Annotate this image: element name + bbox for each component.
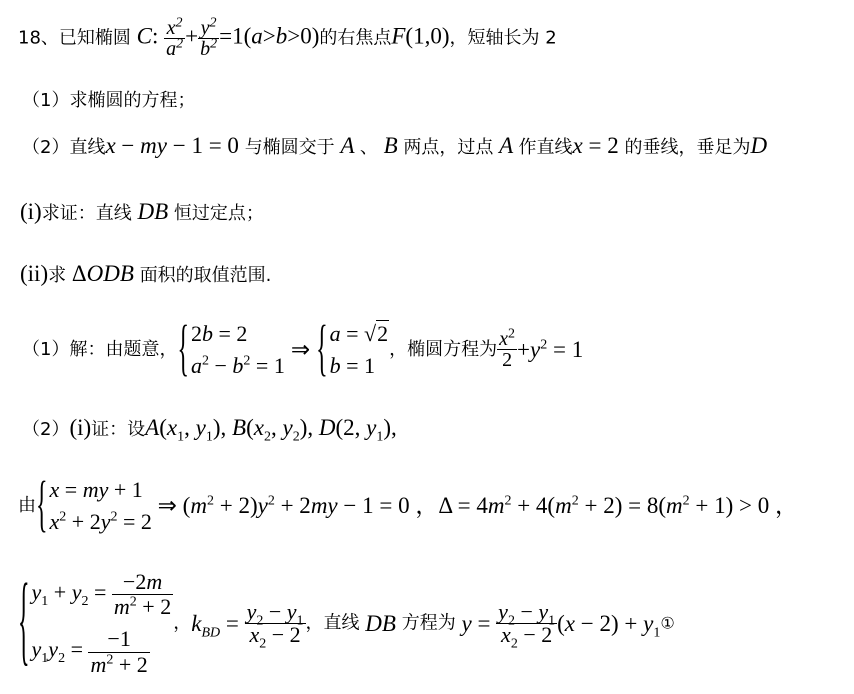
part-tag: (i) [69,415,92,440]
solution-4 [18,570,675,677]
text: （2） [22,419,70,440]
implies-arrow: ⇒ [290,337,311,363]
question-1 [22,92,195,110]
math: D [750,133,768,158]
text: 的右焦点 [319,27,392,49]
text: （1）求椭圆的方程； [22,90,196,111]
math: $(x - 2) + y_1$ [557,610,661,641]
math: ⇒ $(m^2 + 2)y^2 + 2my - 1 = 0$ ，$\Delta = 4m^2 + 4(m^2 + 2) = 8(m^2 + 1) > 0$ ， [151,493,798,519]
fraction: $\frac{y^2}{b^2}$ [200,15,218,60]
question-2 [22,134,767,157]
text: （2）直线 [22,137,106,158]
text: ，短轴长为 2 [449,27,557,49]
math: B [377,133,404,158]
math: x [105,133,116,158]
text: 面积的取值范围. [139,265,272,286]
text: ，椭圆方程为 [389,338,498,360]
text: 求 [48,265,67,286]
math: y = [461,610,497,636]
math: A [334,133,360,158]
math: x = 2 [572,133,625,158]
text: 、 [359,137,378,158]
brace: { [177,316,189,384]
part-tag: (i) [20,199,42,224]
brace: { [36,472,48,540]
text: （1）解：由题意， [22,338,178,360]
math: : [151,23,159,49]
system: x = my + 1 $x^2 + 2y^2 = 2$ [49,477,152,534]
math: C [136,23,152,49]
solution-1 [22,318,583,382]
math: − [115,133,141,158]
question-2ii [20,262,271,285]
solution-2 [22,415,397,445]
math: DB [359,610,402,636]
math: $k_{BD}$ = [191,610,245,641]
system: a = √2 b = 1 [329,321,389,378]
text: 已知椭圆 [58,27,131,49]
brace: { [18,568,30,678]
text: 的垂线，垂足为 [624,137,751,158]
fraction: $\frac{y_2 - y_1}{x_2 - 2}$ [498,598,556,652]
part-tag: (ii) [20,261,49,286]
math: =1(a>b>0) [219,23,320,49]
problem-number: 18、 [18,27,59,49]
system: 2b = 2 $a^2 - b^2 = 1$ [190,321,285,378]
fraction: $\frac{y_2 - y_1}{x_2 - 2}$ [246,598,304,652]
math: F(1,0) [391,23,450,49]
text: ， [173,612,192,634]
text: 方程为 [401,612,456,634]
math: + [185,23,199,49]
fraction: $\frac{x^2}{2}$ [499,326,516,372]
math: ΔODB [66,261,134,286]
problem-statement [18,15,557,60]
math: my [140,133,167,158]
text: 恒过定点； [173,203,264,224]
solution-3 [18,474,798,538]
math: $+y^2 = 1$ [517,337,584,363]
brace: { [316,316,328,384]
question-2i [20,200,264,223]
text: 证：设 [91,419,146,440]
text: 两点，过点 [403,137,494,158]
circled-number: ① [660,613,675,633]
text: 由 [18,494,36,516]
text: ， [305,612,324,634]
math: DB [131,199,174,224]
text: 作直线 [518,137,573,158]
math: $A(x_1$, $y_1$), $B(x_2$, $y_2$), D(2, $y_1$), [145,415,397,445]
math: A [493,133,519,158]
fraction: $\frac{x^2}{a^2}$ [166,15,184,60]
text: 求证：直线 [41,203,132,224]
math: − 1 = 0 [166,133,245,158]
text: 与椭圆交于 [244,137,335,158]
text: 直线 [323,612,360,634]
system: $y_1 + y_2$ = $\frac{-2m}{m^2 + 2}$ $y_1y_2$ = $\frac{-1}{m^2 + 2}$ [31,569,172,677]
